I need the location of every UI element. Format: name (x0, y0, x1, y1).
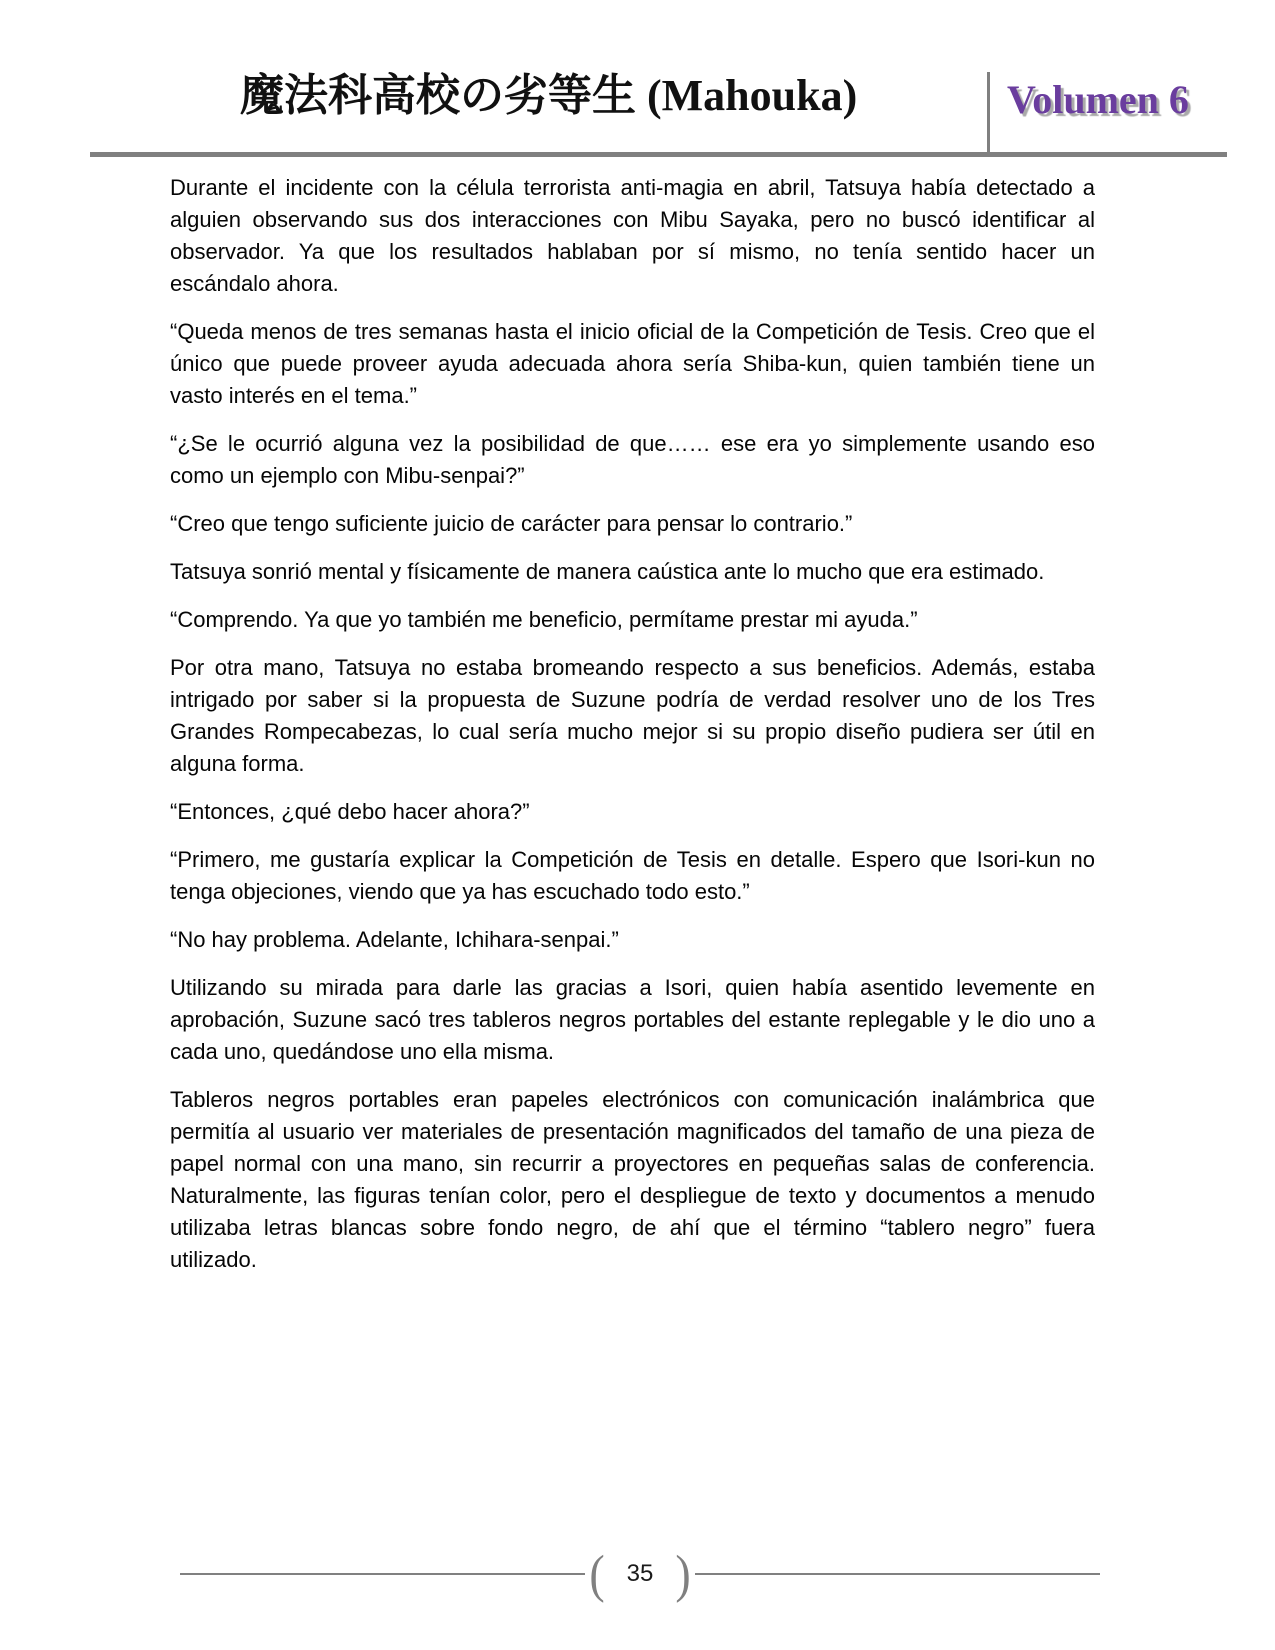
paragraph: “Creo que tengo suficiente juicio de carácter para pensar lo contrario.” (170, 511, 853, 536)
page-footer (180, 1543, 1100, 1605)
footer-bracket-left-icon: ( (589, 1544, 605, 1603)
footer-line-left (180, 1573, 585, 1575)
paragraph: Por otra mano, Tatsuya no estaba bromeando respecto a sus beneficios. Además, estaba intrigado por saber si la propuesta de Suzune podría de verdad resolver uno de los Tres Grandes Rompecabezas, lo cual sería mucho mejor si su propio diseño pudiera ser útil en alguna forma. (170, 655, 1095, 776)
paragraph: “Queda menos de tres semanas hasta el inicio oficial de la Competición de Tesis. Creo que el único que puede proveer ayuda adecuada ahora sería Shiba-kun, quien también tiene un vasto interés en el tema.” (170, 319, 1095, 408)
paragraph: “Comprendo. Ya que yo también me beneficio, permítame prestar mi ayuda.” (170, 607, 918, 632)
paragraph: Durante el incidente con la célula terrorista anti-magia en abril, Tatsuya había detectado a alguien observando sus dos interacciones con Mibu Sayaka, pero no buscó identificar al observador. Ya que los resultados hablaban por sí mismo, no tenía sentido hacer un escándalo ahora. (170, 175, 1095, 296)
paragraph: Tatsuya sonrió mental y físicamente de manera caústica ante lo mucho que era estimado. (170, 559, 1045, 584)
paragraph: Utilizando su mirada para darle las gracias a Isori, quien había asentido levemente en aprobación, Suzune sacó tres tableros negros portables del estante replegable y le dio uno a cada uno, quedándose uno ella misma. (170, 975, 1095, 1064)
paragraph: Tableros negros portables eran papeles electrónicos con comunicación inalámbrica que permitía al usuario ver materiales de presentación magnificados del tamaño de una pieza de papel normal con una mano, sin recurrir a proyectores en pequeñas salas de conferencia. Naturalmente, las figuras tenían color, pero el despliegue de texto y documentos a menudo utilizaba letras blancas sobre fondo negro, de ahí que el término “tablero negro” fuera utilizado. (170, 1087, 1095, 1272)
paragraph: “¿Se le ocurrió alguna vez la posibilidad de que…… ese era yo simplemente usando eso como un ejemplo con Mibu-senpai?” (170, 431, 1095, 488)
header-horizontal-rule (90, 152, 1227, 157)
volume-label: Volumen 6 (1007, 77, 1189, 122)
paragraph: “Entonces, ¿qué debo hacer ahora?” (170, 799, 530, 824)
book-title: 魔法科高校の劣等生 (Mahouka) (240, 71, 858, 120)
page-number: 35 (626, 1560, 654, 1587)
footer-line-right (695, 1573, 1100, 1575)
paragraph: “No hay problema. Adelante, Ichihara-senpai.” (170, 927, 619, 952)
header-vertical-divider (987, 72, 990, 154)
page-body (170, 172, 1095, 1292)
paragraph: “Primero, me gustaría explicar la Competición de Tesis en detalle. Espero que Isori-kun no tenga objeciones, viendo que ya has escuchado todo esto.” (170, 847, 1095, 904)
footer-bracket-right-icon: ) (675, 1544, 691, 1603)
